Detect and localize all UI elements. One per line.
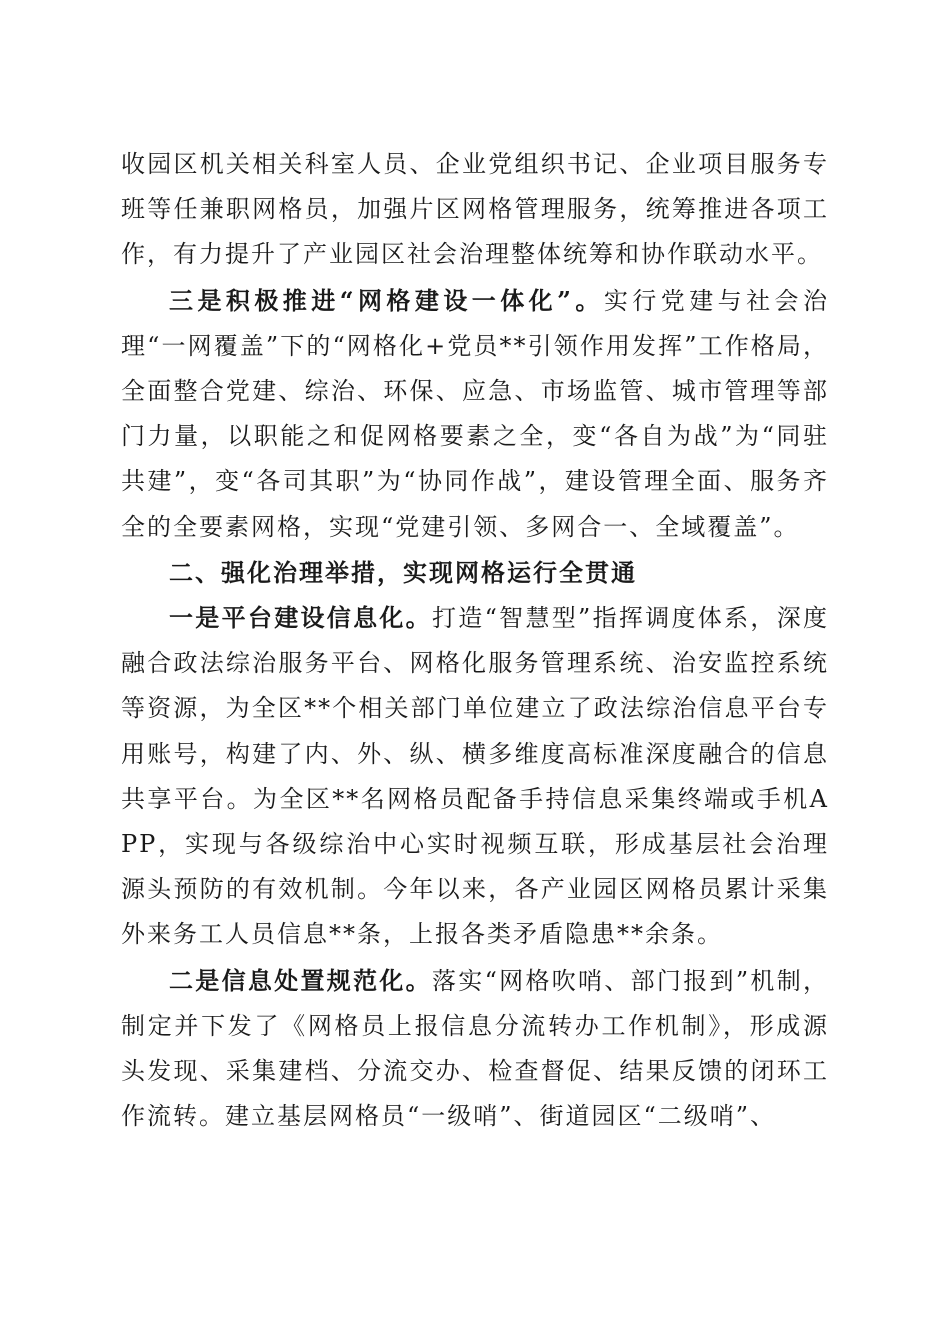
paragraph-lead: 二是信息处置规范化。 [169, 965, 432, 995]
document-body [121, 142, 829, 1139]
paragraph-text: 实行党建与社会治理“一网覆盖”下的“网格化+党员**引领作用发挥”工作格局，全面整合党建、综治、环保、应急、市场监管、城市管理等部门力量，以职能之和促网格要素之全，变“各自为战”为“同驻共建”，变“各司其职”为“协同作战”，建设管理全面、服务齐全的全要素网格，实现“党建引领、多网合一、全域覆盖”。 [121, 286, 830, 541]
paragraph-platform-informatization [121, 595, 829, 958]
paragraph-lead: 三是积极推进“网格建设一体化”。 [169, 285, 604, 315]
section-heading: 二、强化治理举措，实现网格运行全贯通 [169, 557, 637, 587]
paragraph-text: 收园区机关相关科室人员、企业党组织书记、企业项目服务专班等任兼职网格员，加强片区网格管理服务，统筹推进各项工作，有力提升了产业园区社会治理整体统筹和协作联动水平。 [121, 150, 829, 269]
paragraph-text: 落实“网格吹哨、部门报到”机制，制定并下发了《网格员上报信息分流转办工作机制》，形成源头发现、采集建档、分流交办、检查督促、结果反馈的闭环工作流转。建立基层网格员“一级哨”、街道园区“二级哨”、 [121, 966, 829, 1131]
paragraph-grid-integration [121, 278, 829, 550]
paragraph-text: 打造“智慧型”指挥调度体系，深度融合政法综治服务平台、网格化服务管理系统、治安监控系统等资源，为全区**个相关部门单位建立了政法综治信息平台专用账号，构建了内、外、纵、横多维度高标准深度融合的信息共享平台。为全区**名网格员配备手持信息采集终端或手机APP，实现与各级综治中心实时视频互联，形成基层社会治理源头预防的有效机制。今年以来，各产业园区网格员累计采集外来务工人员信息**条，上报各类矛盾隐患**余条。 [121, 604, 829, 949]
paragraph-lead: 一是平台建设信息化。 [169, 603, 432, 633]
paragraph-info-handling [121, 958, 829, 1140]
paragraph-continuation [121, 142, 829, 278]
